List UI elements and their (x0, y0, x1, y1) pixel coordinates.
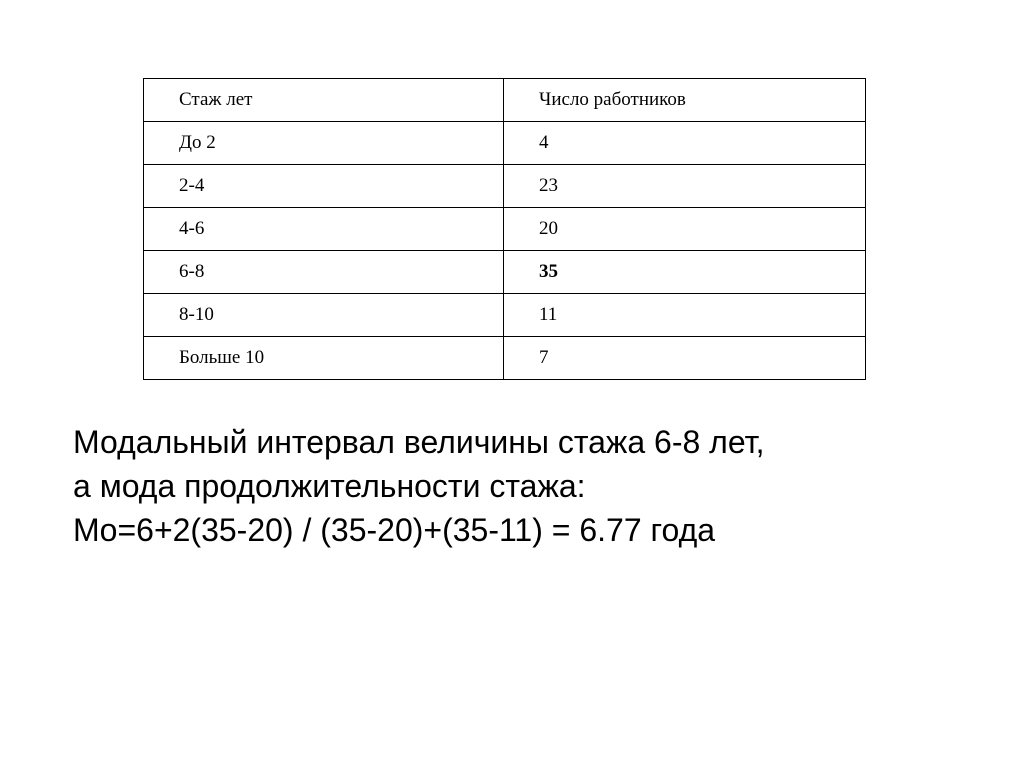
table-row (144, 251, 866, 294)
table-row (144, 337, 866, 380)
cell-count: 23 (504, 165, 866, 208)
conclusion-line-1: Модальный интервал величины стажа 6-8 лет, (73, 424, 765, 460)
conclusion-line-2: а мода продолжительности стажа: (73, 468, 586, 504)
header-experience: Стаж лет (144, 79, 504, 122)
cell-range: 2-4 (144, 165, 504, 208)
table-row (144, 122, 866, 165)
table-row (144, 208, 866, 251)
cell-range: 8-10 (144, 294, 504, 337)
cell-count: 20 (504, 208, 866, 251)
experience-table (143, 78, 866, 380)
conclusion-text (73, 420, 973, 552)
header-workers: Число работников (504, 79, 866, 122)
cell-range: Больше 10 (144, 337, 504, 380)
cell-count-modal: 35 (504, 251, 866, 294)
cell-count: 7 (504, 337, 866, 380)
cell-count: 11 (504, 294, 866, 337)
table-row (144, 294, 866, 337)
mode-formula: Mo=6+2(35-20) / (35-20)+(35-11) = 6.77 года (73, 512, 716, 548)
table-row (144, 165, 866, 208)
cell-range: 4-6 (144, 208, 504, 251)
cell-range: 6-8 (144, 251, 504, 294)
table-header-row (144, 79, 866, 122)
cell-count: 4 (504, 122, 866, 165)
cell-range: До 2 (144, 122, 504, 165)
